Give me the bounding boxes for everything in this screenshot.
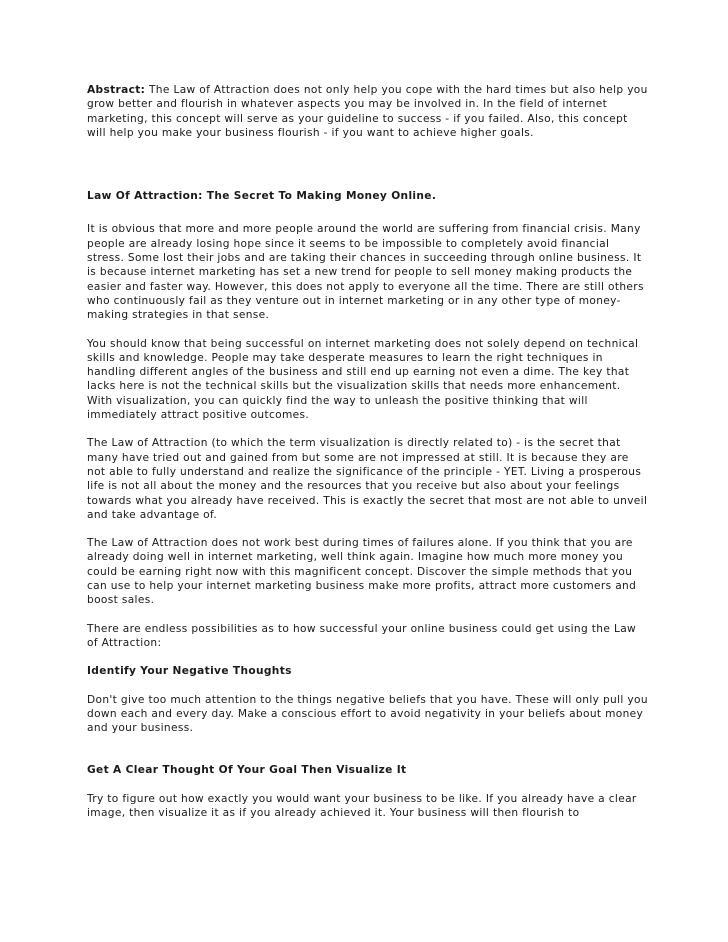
- section-heading: Get A Clear Thought Of Your Goal Then Visualize It: [87, 764, 407, 777]
- article-title: Law Of Attraction: The Secret To Making Money Online.: [87, 190, 437, 203]
- body-paragraph: You should know that being successful on internet marketing does not solely depend on technical skills and knowledge. People may take desperate measures to learn the right techniques in handling different angles of the business and still end up earning not even a dime. The key that lacks here is not the technical skills but the visualization skills that needs more enhancement. With visualization, you can quickly find the way to unleash the positive thinking that will immediately attract positive outcomes.: [87, 337, 639, 422]
- abstract-label: Abstract:: [87, 84, 146, 96]
- section-heading: Identify Your Negative Thoughts: [87, 665, 292, 678]
- section-paragraph: Don't give too much attention to the things negative beliefs that you have. These will only pull you down each and every day. Make a conscious effort to avoid negativity in your beliefs about money and your business.: [87, 693, 648, 735]
- body-paragraph: There are endless possibilities as to how successful your online business could get using the Law of Attraction:: [87, 622, 637, 649]
- section-paragraph: Try to figure out how exactly you would want your business to be like. If you already have a clear image, then visualize it as if you already achieved it. Your business will then flourish to: [87, 792, 637, 819]
- document-page: [87, 83, 649, 820]
- body-paragraph: It is obvious that more and more people around the world are suffering from financial crisis. Many people are already losing hope since it seems to be impossible to completely avoid financial stress. Some lost their jobs and are taking their chances in succeeding through online business. It is because internet marketing has set a new trend for people to sell money making products the easier and faster way. However, this does not apply to everyone all the time. There are still others who continuously fail as they venture out in internet marketing or in any other type of money-making strategies in that sense.: [87, 223, 644, 322]
- abstract-text: The Law of Attraction does not only help you cope with the hard times but also help you grow better and flourish in whatever aspects you may be involved in. In the field of internet marketing, this concept will serve as your guideline to success - if you failed. Also, this concept will help you make your business flourish - if you want to achieve higher goals.: [87, 84, 648, 139]
- abstract-paragraph: [87, 83, 649, 140]
- body-paragraph: The Law of Attraction (to which the term visualization is directly related to) - is the secret that many have tried out and gained from but some are not impressed at still. It is because they are not able to fully understand and realize the significance of the principle - YET. Living a prosperous life is not all about the money and the resources that you receive but also about your feelings towards what you already have received. This is exactly the secret that most are not able to unveil and take advantage of.: [87, 437, 648, 521]
- body-paragraph: The Law of Attraction does not work best during times of failures alone. If you think that you are already doing well in internet marketing, well think again. Imagine how much more money you could be earning right now with this magnificent concept. Discover the simple methods that you can use to help your internet marketing business make more profits, attract more customers and boost sales.: [87, 537, 637, 607]
